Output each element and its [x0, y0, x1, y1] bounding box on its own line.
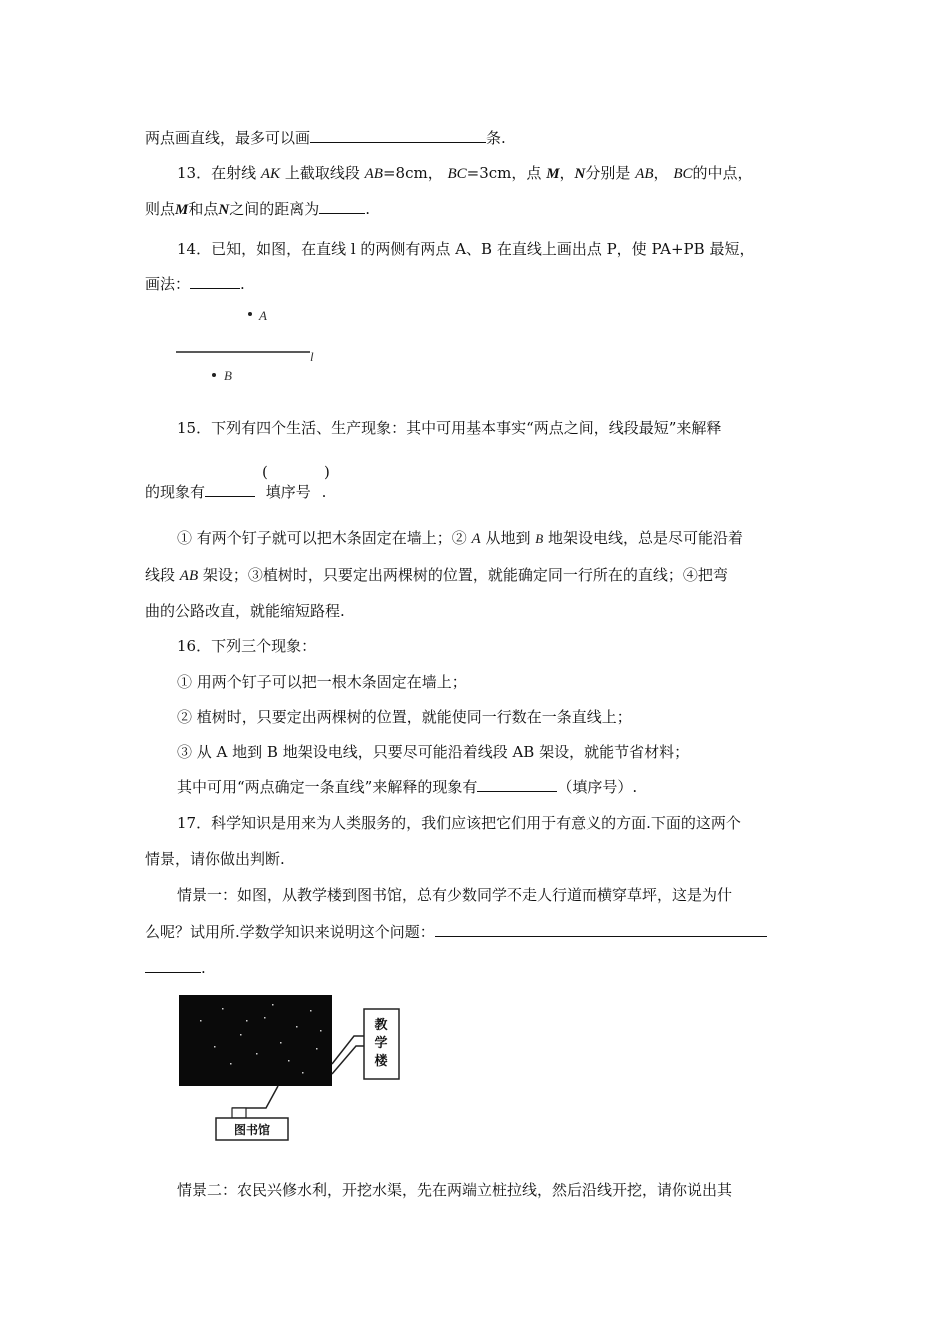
text: 之间的距离为	[229, 200, 320, 218]
text: 则点	[145, 200, 176, 218]
answer-blank	[435, 922, 767, 937]
question-14-cont	[145, 274, 245, 294]
text: 从地到	[480, 529, 536, 547]
text-line-1	[145, 128, 506, 148]
math-var: AK	[260, 166, 281, 182]
line-l-label: l	[310, 349, 314, 364]
math-var: M	[175, 202, 189, 218]
math-var: AB	[364, 166, 383, 182]
answer-blank	[190, 274, 240, 289]
text: 的中点，	[692, 164, 753, 182]
math-var: BC	[447, 166, 467, 182]
path-to-building-2	[332, 1046, 364, 1074]
question-14: 14．已知，如图，在直线 l 的两侧有两点 A、B 在直线上画出点 P，使 PA+PB 最短，	[177, 240, 755, 258]
math-var: N	[574, 166, 586, 182]
text: 分别是	[585, 164, 631, 182]
point-b-dot	[212, 373, 216, 377]
question-15-options-3: 曲的公路改直，就能缩短路程.	[145, 602, 345, 620]
point-a-dot	[248, 312, 252, 316]
answer-blank	[205, 482, 255, 497]
text: .	[201, 959, 206, 977]
text: 架设；③植树时，只要定出两棵树的位置，就能确定同一行所在的直线；④把弯	[198, 566, 728, 584]
math-var: N	[218, 202, 230, 218]
point-b-label: B	[224, 368, 232, 383]
text: 两点画直线，最多可以画	[145, 129, 311, 147]
question-16-item-1: ① 用两个钉子可以把一根木条固定在墙上；	[177, 673, 467, 691]
figure-campus	[170, 990, 410, 1150]
building-char-2: 学	[374, 1036, 388, 1051]
question-13	[177, 163, 753, 184]
text: 么呢？试用所.学数学知识来说明这个问题：	[145, 923, 435, 941]
answer-blank	[145, 958, 201, 973]
building-char-1: 教	[374, 1018, 388, 1033]
math-var: M	[546, 166, 560, 182]
paren-close: )	[324, 463, 330, 481]
text: .	[321, 483, 327, 501]
question-16-item-3: ③ 从 A 地到 B 地架设电线，只要尽可能沿着线段 AB 架设，就能节省材料；	[177, 743, 690, 761]
text: 上截取线段	[284, 164, 360, 182]
text: .	[240, 275, 245, 293]
math-var: BC	[673, 166, 693, 182]
math-var: AB	[179, 568, 199, 584]
text: 其中可用“两点确定一条直线”来解释的现象有	[177, 778, 478, 796]
text: 填序号	[265, 483, 311, 501]
math-var: B	[535, 531, 544, 546]
question-15: 15．下列有四个生活、生产现象：其中可用基本事实“两点之间，线段最短”来解释	[177, 419, 722, 437]
path-to-building	[332, 1036, 364, 1064]
question-16-ask	[177, 777, 637, 797]
question-13-cont	[145, 199, 370, 220]
library-label: 图书馆	[233, 1123, 271, 1137]
text: .	[365, 200, 371, 218]
text: 线段	[145, 566, 180, 584]
figure-line-points	[172, 304, 332, 389]
math-var: AB	[635, 166, 654, 182]
answer-blank	[319, 199, 365, 214]
paren-open: (	[262, 463, 268, 481]
question-15-cont	[145, 482, 326, 502]
math-var: A	[471, 531, 481, 547]
scenario-1-cont-2	[145, 958, 206, 978]
building-char-3: 楼	[374, 1054, 388, 1069]
question-16: 16．下列三个现象：	[177, 637, 317, 655]
question-15-options-1	[177, 528, 743, 549]
question-17-cont: 情景，请你做出判断.	[145, 850, 285, 868]
text: （填序号）.	[557, 778, 638, 796]
scenario-1: 情景一：如图，从教学楼到图书馆，总有少数同学不走人行道而横穿草坪，这是为什	[177, 886, 733, 904]
text: =3cm，点	[466, 164, 542, 182]
text: 条.	[486, 129, 506, 147]
text: 画法：	[145, 275, 191, 293]
answer-blank	[310, 128, 486, 143]
text: 的现象有	[145, 483, 206, 501]
text: =8cm，	[382, 164, 443, 182]
lawn-area	[179, 995, 332, 1086]
text: 和点	[188, 200, 219, 218]
point-a-label: A	[259, 308, 267, 323]
text: ① 有两个钉子就可以把木条固定在墙上；②	[177, 529, 472, 547]
path-to-library	[232, 1086, 278, 1108]
answer-blank	[477, 777, 557, 792]
scenario-1-cont	[145, 922, 767, 942]
text: ，	[559, 164, 575, 182]
question-15-options-2	[145, 565, 728, 586]
text: 13．在射线	[177, 164, 257, 182]
question-17: 17．科学知识是用来为人类服务的，我们应该把它们用于有意义的方面.下面的这两个	[177, 814, 741, 832]
question-16-item-2: ② 植树时，只要定出两棵树的位置，就能使同一行数在一条直线上；	[177, 708, 632, 726]
scenario-2: 情景二：农民兴修水利，开挖水渠，先在两端立桩拉线，然后沿线开挖，请你说出其	[177, 1181, 733, 1199]
library-step	[232, 1108, 246, 1118]
text: ，	[653, 164, 669, 182]
text: 地架设电线，总是尽可能沿着	[543, 529, 743, 547]
